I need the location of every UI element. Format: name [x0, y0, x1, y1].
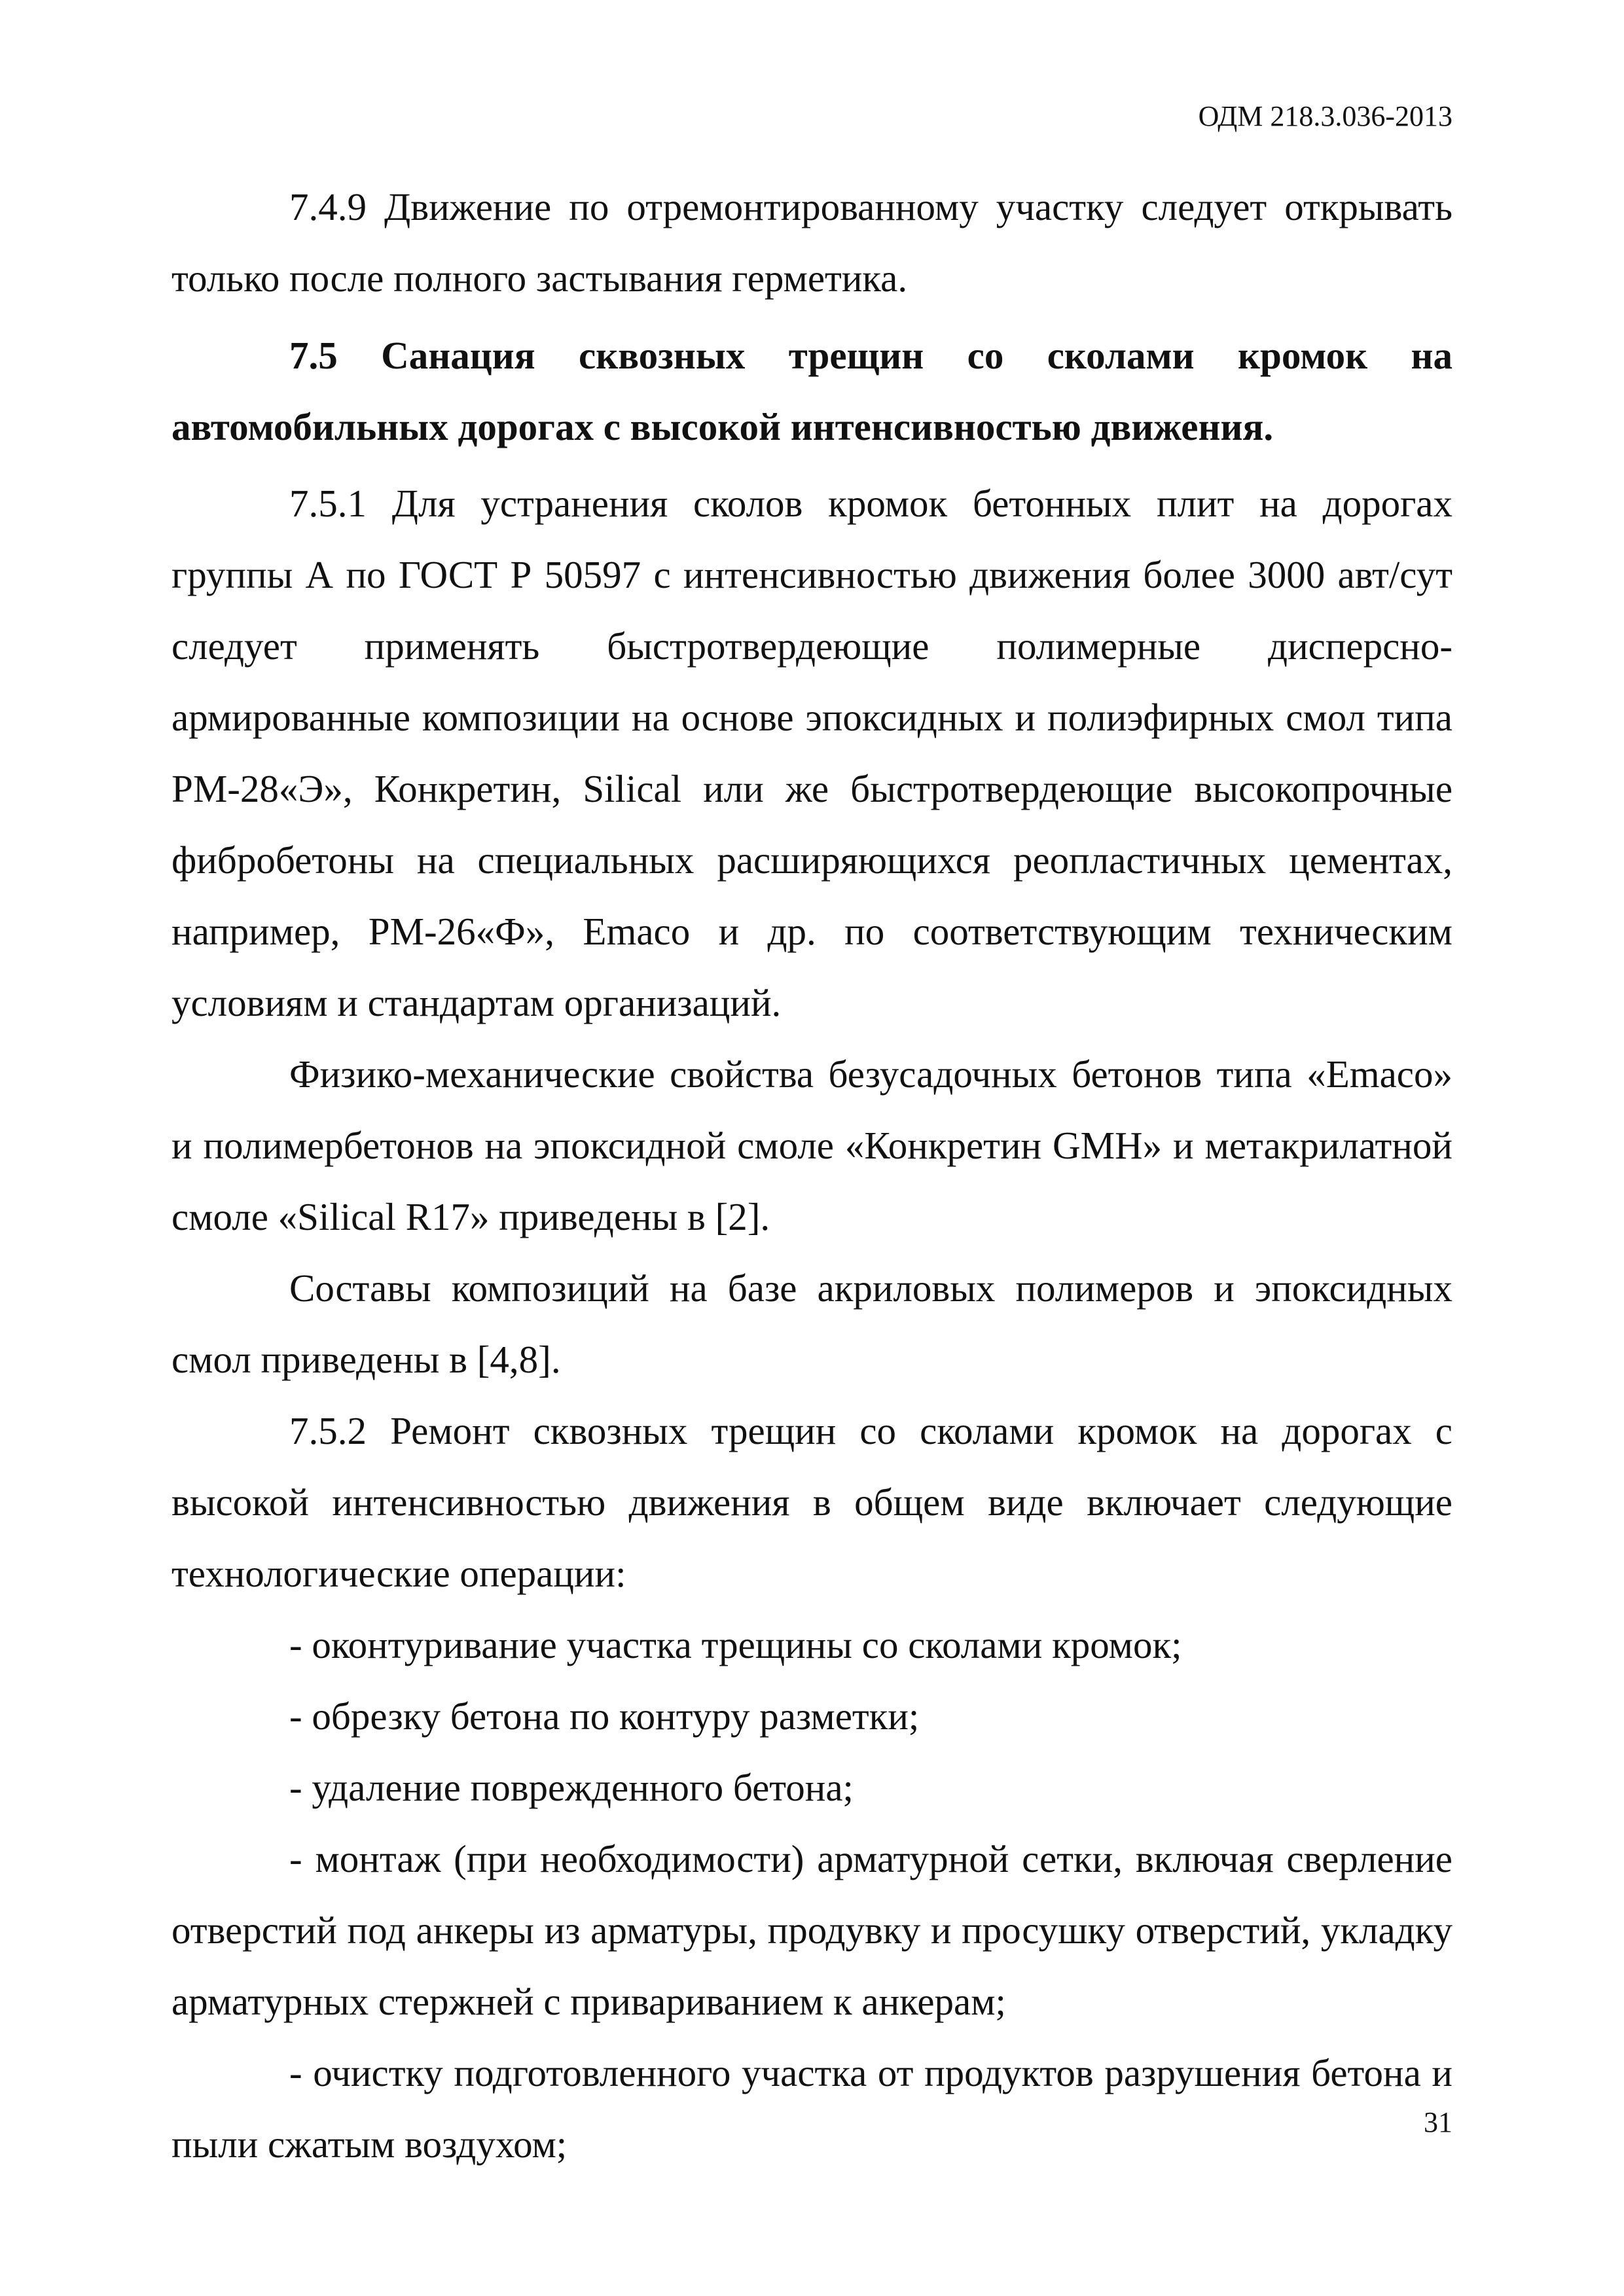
- paragraph-compositions: Составы композиций на базе акриловых полимеров и эпоксидных смол приведены в [4,8].: [171, 1266, 1453, 1381]
- page-body: [171, 171, 1453, 2180]
- paragraph-7-4-9: 7.4.9 Движение по отремонтированному участку следует открывать только после полного застывания герметика.: [171, 185, 1453, 300]
- document-code-header: ОДМ 218.3.036-2013: [1198, 100, 1453, 132]
- paragraph-7-5-1: 7.5.1 Для устранения сколов кромок бетонных плит на дорогах группы А по ГОСТ Р 50597 с интенсивностью движения более 3000 авт/сут следует применять быстротвердеющие полимерные дисперсно-армированные композиции на основе эпоксидных и полиэфирных смол типа РМ-28«Э», Конкретин, Silical или же быстротвердеющие высокопрочные фибробетоны на специальных расширяющихся реопластичных цементах, например, РМ-26«Ф», Emaco и др. по соответствующим техническим условиям и стандартам организаций.: [171, 482, 1453, 1024]
- list-item-cleaning: - очистку подготовленного участка от продуктов разрушения бетона и пыли сжатым воздухом;: [171, 2051, 1453, 2166]
- list-item-contouring: - оконтуривание участка трещины со сколами кромок;: [289, 1623, 1182, 1666]
- paragraph-physical-mechanical-properties: Физико-механические свойства безусадочных бетонов типа «Emaco» и полимербетонов на эпоксидной смоле «Конкретин GMH» и метакрилатной смоле «Silical R17» приведены в [2].: [171, 1052, 1453, 1238]
- section-heading-7-5: 7.5 Санация сквозных трещин со сколами кромок на автомобильных дорогах с высокой интенсивностью движения.: [171, 334, 1453, 448]
- list-item-cutting: - обрезку бетона по контуру разметки;: [289, 1695, 920, 1738]
- list-item-mounting-mesh: - монтаж (при необходимости) арматурной сетки, включая сверление отверстий под анкеры из арматуры, продувку и просушку отверстий, укладку арматурных стержней с привариванием к анкерам;: [171, 1837, 1453, 2023]
- list-item-removal: - удаление поврежденного бетона;: [289, 1766, 854, 1809]
- page-number: 31: [1424, 2106, 1453, 2138]
- paragraph-7-5-2: 7.5.2 Ремонт сквозных трещин со сколами кромок на дорогах с высокой интенсивностью движения в общем виде включает следующие технологические операции:: [171, 1409, 1453, 1595]
